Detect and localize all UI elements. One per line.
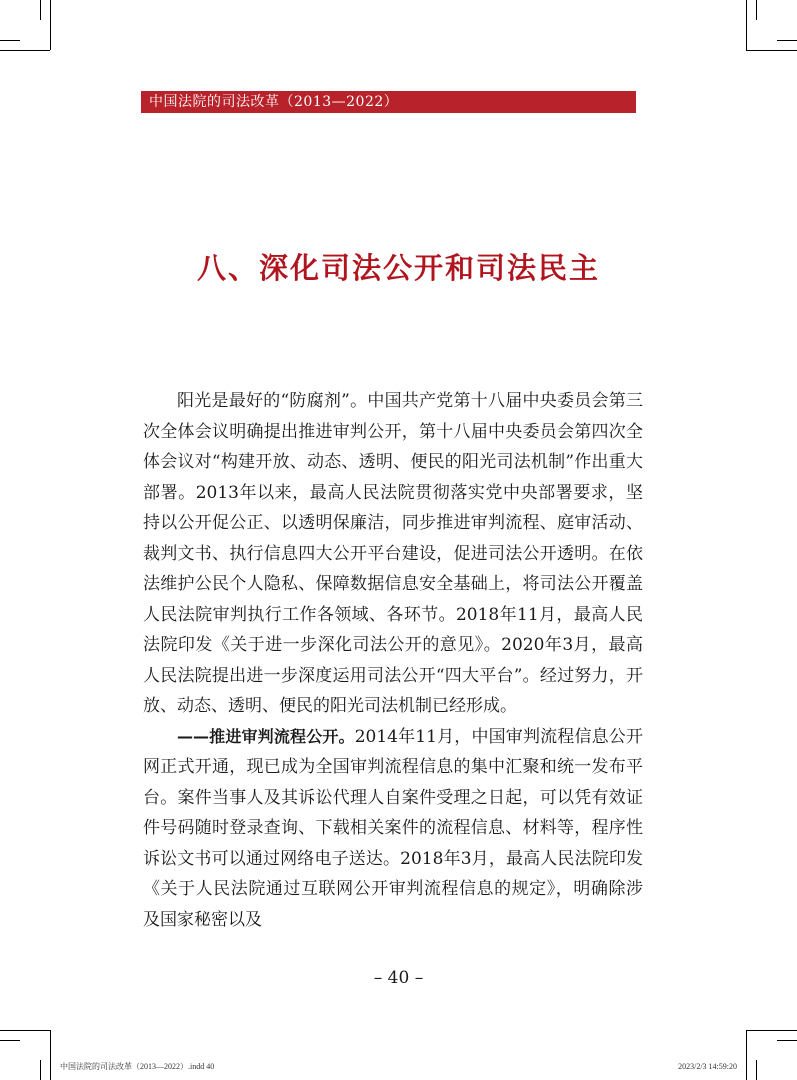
running-header-bar: [141, 91, 636, 113]
paragraph-text: 2014年11月，中国审判流程信息公开网正式开通，现已成为全国审判流程信息的集中汇聚和统一发布平台。案件当事人及其诉讼代理人自案件受理之日起，可以凭有效证件号码随时登录查询、下载相关案件的流程信息、材料等，程序性诉讼文书可以通过网络电子送达。2018年3月，最高人民法院印发《关于人民法院通过互联网公开审判流程信息的规定》，明确除涉及国家秘密以及: [143, 726, 643, 930]
crop-mark: [746, 0, 747, 50]
crop-mark: [50, 0, 51, 50]
running-header-title: 中国法院的司法改革（2013—2022）: [149, 94, 399, 110]
crop-mark: [0, 1030, 50, 1031]
crop-mark: [0, 40, 20, 41]
crop-mark: [746, 1030, 747, 1080]
crop-mark: [756, 1060, 757, 1080]
page-number: – 40 –: [373, 968, 424, 988]
paragraph-lead: ——推进审判流程公开。: [177, 726, 355, 746]
chapter-title: 八、深化司法公开和司法民主: [196, 251, 600, 285]
paragraph: [143, 722, 643, 936]
crop-mark: [777, 1040, 797, 1041]
crop-mark: [0, 1040, 20, 1041]
slug-timestamp: 2023/2/3 14:59:20: [678, 1062, 737, 1071]
crop-mark: [0, 50, 50, 51]
crop-mark: [50, 1030, 51, 1080]
body-text: [143, 386, 643, 935]
crop-mark: [777, 40, 797, 41]
crop-mark: [40, 0, 41, 20]
crop-mark: [746, 50, 797, 51]
paragraph-text: 阳光是最好的“防腐剂”。中国共产党第十八届中央委员会第三次全体会议明确提出推进审判公开，第十八届中央委员会第四次全体会议对“构建开放、动态、透明、便民的阳光司法机制”作出重大部署。2013年以来，最高人民法院贯彻落实党中央部署要求，坚持以公开促公正、以透明保廉洁，同步推进审判流程、庭审活动、裁判文书、执行信息四大公开平台建设，促进司法公开透明。在依法维护公民个人隐私、保障数据信息安全基础上，将司法公开覆盖人民法院审判执行工作各领域、各环节。2018年11月，最高人民法院印发《关于进一步深化司法公开的意见》。2020年3月，最高人民法院提出进一步深度运用司法公开“四大平台”。经过努力，开放、动态、透明、便民的阳光司法机制已经形成。: [143, 391, 643, 716]
crop-mark: [746, 1030, 797, 1031]
crop-mark: [40, 1060, 41, 1080]
crop-mark: [756, 0, 757, 20]
paragraph: [143, 386, 643, 722]
slug-file-name: 中国法院的司法改革（2013—2022）.indd 40: [60, 1062, 215, 1071]
